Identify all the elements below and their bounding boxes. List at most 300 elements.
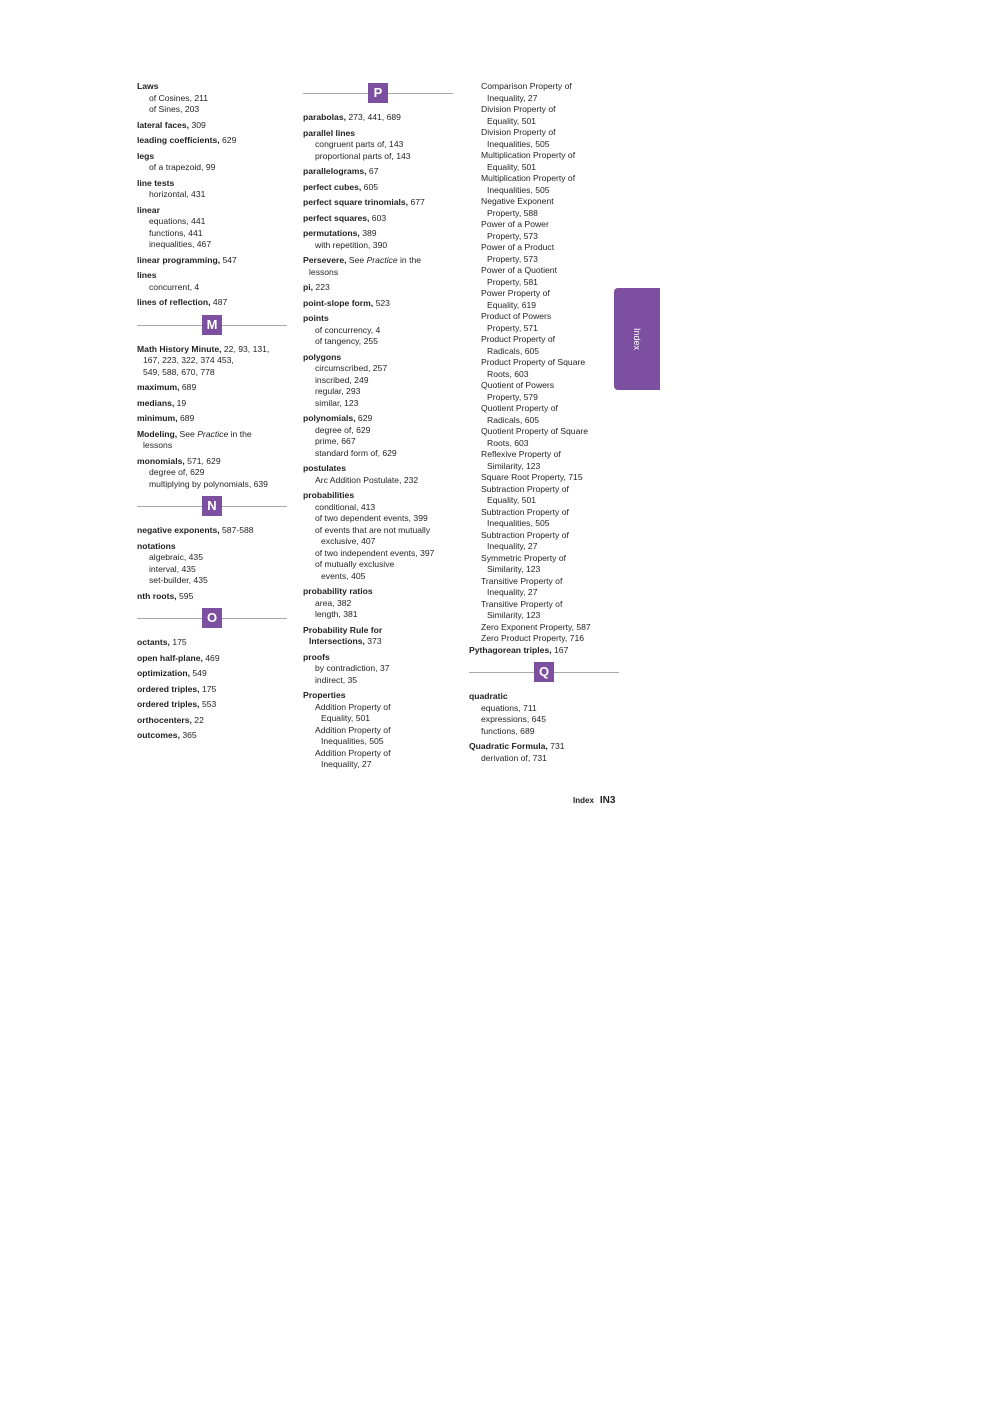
subentry-text: proportional parts of, 143: [315, 150, 411, 161]
index-subentry: [303, 663, 453, 675]
page-references: 175: [169, 637, 187, 647]
index-subentry: [469, 449, 619, 472]
term-label: monomials,: [137, 455, 185, 466]
index-subentry: [469, 150, 619, 173]
page-references: 629: [355, 413, 373, 423]
term-label: medians,: [137, 397, 175, 408]
index-subentry: [137, 189, 287, 201]
subentry-continuation: Equality, 501: [487, 115, 537, 126]
index-subentry: [303, 386, 453, 398]
cross-reference-suffix: in the: [397, 255, 422, 265]
page-references: 19: [174, 397, 187, 408]
index-term: [137, 120, 287, 132]
index-subentry: [303, 325, 453, 337]
page-references: 689: [179, 382, 197, 392]
index-term: [137, 653, 287, 665]
section-letter-badge: M: [202, 315, 222, 335]
subentry-text: Product Property of Square: [481, 357, 586, 367]
page-references: 553: [199, 699, 217, 709]
subentry-text: equations, 711: [481, 702, 537, 713]
index-term: [137, 699, 287, 711]
term-label: ordered triples,: [137, 683, 200, 694]
page-references: 175: [199, 683, 217, 694]
subentry-text: indirect, 35: [315, 674, 358, 685]
index-subentry: [303, 609, 453, 621]
term-label: point-slope form,: [303, 297, 374, 308]
index-subentry: [303, 513, 453, 525]
subentry-text: Division Property of: [481, 127, 556, 137]
index-column-3: [469, 81, 619, 768]
subentry-continuation: Inequalities, 505: [487, 138, 550, 149]
index-entry: [137, 525, 287, 537]
subentry-text: Reflexive Property of: [481, 449, 561, 459]
index-subentry: [469, 403, 619, 426]
term-label: pi,: [303, 282, 314, 292]
page-references: 67: [366, 166, 379, 176]
subentry-continuation: Equality, 501: [321, 713, 371, 723]
index-entry: [469, 741, 619, 764]
index-term: [137, 398, 287, 410]
index-subentry: [469, 633, 619, 645]
subentry-text: Zero Exponent Property, 587: [481, 621, 591, 632]
index-subentry: [137, 479, 287, 491]
subentry-continuation: Property, 571: [487, 322, 538, 333]
term-label: polynomials,: [303, 413, 356, 423]
index-entry: [137, 456, 287, 491]
page-references: 731: [547, 741, 565, 751]
subentry-continuation: Equality, 501: [487, 161, 537, 172]
index-side-tab[interactable]: [614, 288, 660, 390]
term-label: Modeling,: [137, 428, 178, 439]
index-entry: [137, 151, 287, 174]
index-entry: [137, 684, 287, 696]
term-label-continued: Intersections, 373: [309, 636, 382, 646]
index-term: [137, 178, 287, 190]
term-label: maximum,: [137, 382, 180, 392]
term-label: legs: [137, 150, 155, 161]
index-subentry: [303, 240, 453, 252]
index-term: [303, 166, 453, 178]
subentry-continuation: Similarity, 123: [487, 460, 541, 471]
index-entry: [137, 178, 287, 201]
term-continuation: lessons: [309, 266, 339, 277]
term-label: probabilities: [303, 490, 355, 500]
subentry-continuation: Inequality, 27: [487, 587, 538, 597]
subentry-text: area, 382: [315, 597, 352, 608]
index-term: [137, 151, 287, 163]
index-term: [303, 690, 453, 702]
index-subentry: [469, 265, 619, 288]
index-subentry: [469, 472, 619, 484]
page-references: 389: [359, 228, 377, 238]
index-subentry: [469, 196, 619, 219]
index-subentry: [303, 748, 453, 771]
term-label: Laws: [137, 81, 159, 91]
subentry-text: Square Root Property, 715: [481, 472, 583, 482]
subentry-text: Addition Property of: [315, 747, 391, 758]
footer-label: Index: [573, 796, 594, 805]
subentry-text: of tangency, 255: [315, 336, 378, 346]
index-entry: [303, 282, 453, 294]
subentry-text: Addition Property of: [315, 724, 391, 735]
index-entry: [137, 715, 287, 727]
index-term: [303, 112, 453, 124]
page-references: 167: [551, 644, 569, 655]
term-label: notations: [137, 540, 176, 551]
index-subentry: [469, 703, 619, 715]
index-term: [303, 182, 453, 194]
index-subentry: [303, 398, 453, 410]
subentry-text: of two independent events, 397: [315, 547, 435, 558]
subentry-text: prime, 667: [315, 436, 356, 446]
subentry-text: Symmetric Property of: [481, 552, 567, 563]
index-entry: [137, 344, 287, 379]
subentry-text: Power of a Power: [481, 219, 549, 229]
index-term: [303, 652, 453, 664]
index-subentry: [469, 380, 619, 403]
index-subentry: [303, 702, 453, 725]
index-term: [137, 135, 287, 147]
index-entry: [137, 382, 287, 394]
index-term: [303, 586, 453, 598]
cross-reference: Practice: [197, 428, 229, 439]
index-term: [303, 213, 453, 225]
subentry-text: circumscribed, 257: [315, 363, 388, 373]
subentry-text: Product Property of: [481, 334, 556, 344]
term-label: lines of reflection,: [137, 297, 211, 307]
index-term: [303, 352, 453, 364]
term-label: lines: [137, 270, 157, 280]
index-term: [137, 429, 287, 452]
subentry-text: Product of Powers: [481, 311, 552, 321]
index-entry: [303, 586, 453, 621]
index-term: [137, 715, 287, 727]
term-label: proofs: [303, 651, 330, 662]
page-references: 629: [219, 135, 237, 145]
term-label: nth roots,: [137, 590, 177, 601]
index-term: [469, 741, 619, 753]
index-entry: [137, 81, 287, 116]
page-references: 603: [369, 212, 387, 223]
term-label: parallel lines: [303, 127, 356, 138]
index-subentry: [469, 219, 619, 242]
term-label: probability ratios: [303, 586, 373, 596]
index-subentry: [303, 525, 453, 548]
subentry-continuation: Radicals, 605: [487, 414, 540, 425]
subentry-text: Power Property of: [481, 288, 550, 298]
index-term: [303, 228, 453, 240]
index-entry: [303, 112, 453, 124]
term-label: lateral faces,: [137, 119, 190, 130]
page-footer: [573, 795, 615, 806]
index-term: [303, 255, 453, 278]
index-entry: [303, 463, 453, 486]
term-label: perfect squares,: [303, 212, 370, 223]
index-subentry: [303, 425, 453, 437]
index-entry: [137, 653, 287, 665]
subentry-text: Transitive Property of: [481, 575, 563, 586]
term-label: open half-plane,: [137, 652, 203, 663]
index-term: [303, 282, 453, 294]
term-label: perfect cubes,: [303, 181, 362, 192]
subentry-continuation: Inequality, 27: [487, 541, 538, 551]
index-subentry: [303, 375, 453, 387]
cross-reference-suffix: in the: [228, 428, 252, 439]
term-label: leading coefficients,: [137, 135, 220, 145]
subentry-text: of events that are not mutually: [315, 524, 431, 535]
index-entry: [303, 228, 453, 251]
index-entry: [137, 699, 287, 711]
subentry-text: by contradiction, 37: [315, 663, 390, 673]
index-entry: [303, 128, 453, 163]
page-references: 365: [179, 730, 197, 740]
page-references: 309: [189, 119, 206, 130]
page-references: 373: [364, 636, 382, 646]
index-entry: [303, 298, 453, 310]
subentry-text: of concurrency, 4: [315, 324, 381, 335]
index-subentry: [469, 173, 619, 196]
term-label: quadratic: [469, 691, 508, 701]
section-letter-badge: O: [202, 608, 222, 628]
subentry-text: Multiplication Property of: [481, 150, 576, 160]
subentry-continuation: Radicals, 605: [487, 345, 540, 356]
index-subentry: [303, 139, 453, 151]
subentry-text: with repetition, 390: [315, 239, 388, 250]
index-term: [303, 625, 453, 648]
subentry-text: Subtraction Property of: [481, 529, 569, 540]
page-references: 22: [191, 714, 204, 725]
term-label: permutations,: [303, 228, 360, 238]
section-letter-badge: Q: [534, 662, 554, 682]
index-entry: [137, 120, 287, 132]
section-letter-badge: P: [368, 83, 388, 103]
index-subentry: [303, 436, 453, 448]
index-term: [137, 637, 287, 649]
index-entry: [137, 637, 287, 649]
cross-reference: Practice: [366, 255, 398, 265]
index-term: [303, 313, 453, 325]
subentry-text: inequalities, 467: [149, 239, 212, 249]
subentry-continuation: Similarity, 123: [487, 610, 541, 620]
index-subentry: [469, 334, 619, 357]
index-entry: [303, 313, 453, 348]
index-subentry: [303, 502, 453, 514]
index-subentry: [137, 564, 287, 576]
side-tab-label: Index: [632, 327, 642, 351]
index-entry: [137, 730, 287, 742]
index-term: [137, 382, 287, 394]
index-subentry: [303, 336, 453, 348]
index-subentry: [137, 162, 287, 174]
page-references: 469: [202, 652, 220, 663]
page-references: 587-588: [219, 525, 254, 535]
subentry-text: Power of a Quotient: [481, 265, 557, 275]
term-label: parallelograms,: [303, 166, 367, 176]
index-subentry: [303, 548, 453, 560]
subentry-text: horizontal, 431: [149, 189, 206, 199]
subentry-continuation: Property, 579: [487, 391, 538, 402]
term-label: ordered triples,: [137, 699, 200, 709]
subentry-continuation: Equality, 501: [487, 495, 537, 505]
page-references: 605: [361, 181, 379, 192]
index-term: [137, 344, 287, 379]
index-subentry: [303, 598, 453, 610]
subentry-text: Zero Product Property, 716: [481, 633, 585, 643]
subentry-continuation: Property, 573: [487, 230, 538, 241]
subentry-text: expressions, 645: [481, 714, 546, 724]
page-references: 273, 441, 689: [346, 112, 401, 122]
index-term: [137, 270, 287, 282]
index-entry: [137, 297, 287, 309]
index-subentry: [469, 530, 619, 553]
term-label: outcomes,: [137, 730, 180, 740]
subentry-text: of Cosines, 211: [149, 92, 209, 103]
index-subentry: [303, 725, 453, 748]
index-entry: [303, 255, 453, 278]
subentry-text: multiplying by polynomials, 639: [149, 478, 268, 489]
subentry-text: Multiplication Property of: [481, 173, 576, 183]
index-entry: [469, 81, 619, 645]
subentry-text: algebraic, 435: [149, 552, 203, 562]
index-subentry: [469, 753, 619, 765]
section-divider-n: [137, 496, 287, 517]
term-label: parabolas,: [303, 112, 346, 122]
subentry-text: congruent parts of, 143: [315, 139, 404, 149]
subentry-text: Quotient Property of Square: [481, 426, 589, 436]
subentry-text: Subtraction Property of: [481, 483, 569, 494]
subentry-text: equations, 441: [149, 216, 206, 226]
index-subentry: [469, 357, 619, 380]
index-subentry: [469, 714, 619, 726]
page-references: 689: [177, 413, 195, 423]
page-references: 523: [373, 297, 390, 308]
subentry-text: of two dependent events, 399: [315, 513, 428, 523]
index-entry: [469, 645, 619, 657]
term-label: Probability Rule for: [303, 624, 383, 635]
subentry-continuation: Inequality, 27: [487, 92, 538, 103]
subentry-text: concurrent, 4: [149, 281, 200, 292]
term-label: linear: [137, 204, 160, 215]
subentry-text: length, 381: [315, 609, 358, 619]
index-term: [469, 645, 619, 657]
index-term: [303, 128, 453, 140]
subentry-text: Arc Addition Postulate, 232: [315, 474, 419, 485]
index-entry: [137, 541, 287, 587]
index-subentry: [303, 151, 453, 163]
subentry-text: regular, 293: [315, 386, 361, 396]
term-label: negative exponents,: [137, 525, 220, 535]
index-subentry: [137, 239, 287, 251]
index-entry: [137, 270, 287, 293]
index-subentry: [137, 104, 287, 116]
subentry-text: Negative Exponent: [481, 196, 554, 206]
index-entry: [303, 652, 453, 687]
subentry-continuation: Property, 588: [487, 207, 538, 218]
term-label: perfect square trinomials,: [303, 197, 409, 207]
term-label: Pythagorean triples,: [469, 644, 552, 655]
index-term: [137, 730, 287, 742]
index-subentry: [137, 552, 287, 564]
index-subentry: [137, 228, 287, 240]
index-entry: [137, 135, 287, 147]
term-label: points: [303, 313, 329, 323]
index-entry: [303, 690, 453, 771]
term-label: postulates: [303, 463, 346, 473]
index-term: [303, 298, 453, 310]
subentry-text: degree of, 629: [315, 424, 371, 435]
index-term: [137, 591, 287, 603]
index-term: [137, 81, 287, 93]
term-label: Math History Minute,: [137, 343, 222, 354]
subentry-text: conditional, 413: [315, 501, 376, 512]
subentry-text: derivation of, 731: [481, 752, 547, 763]
subentry-text: Quotient of Powers: [481, 380, 555, 390]
subentry-continuation: Roots, 603: [487, 368, 529, 379]
index-entry: [137, 429, 287, 452]
subentry-continuation: Property, 581: [487, 276, 538, 287]
subentry-text: of mutually exclusive: [315, 559, 395, 569]
subentry-text: interval, 435: [149, 563, 196, 574]
index-entry: [303, 413, 453, 459]
index-term: [137, 255, 287, 267]
index-subentry: [469, 553, 619, 576]
index-term: [303, 197, 453, 209]
index-subentry: [303, 675, 453, 687]
page-references: 549: [190, 668, 207, 678]
index-subentry: [469, 576, 619, 599]
index-column-1: [137, 81, 287, 746]
page-references: 547: [220, 254, 237, 265]
index-term: [303, 490, 453, 502]
index-column-2: [303, 81, 453, 775]
subentry-continuation: Inequalities, 505: [487, 184, 550, 195]
index-subentry: [469, 599, 619, 622]
index-subentry: [137, 216, 287, 228]
section-divider-o: [137, 608, 287, 629]
index-term: [137, 684, 287, 696]
index-subentry: [469, 127, 619, 150]
index-term: [137, 456, 287, 468]
index-subentry: [469, 311, 619, 334]
term-label: minimum,: [137, 413, 178, 423]
subentry-text: of Sines, 203: [149, 104, 200, 114]
section-divider-m: [137, 315, 287, 336]
index-subentry: [469, 622, 619, 634]
index-subentry: [303, 475, 453, 487]
subentry-continuation: Inequalities, 505: [487, 518, 550, 528]
index-entry: [303, 213, 453, 225]
subentry-text: standard form of, 629: [315, 447, 397, 458]
term-label: polygons: [303, 351, 342, 362]
index-subentry: [137, 282, 287, 294]
index-subentry: [469, 484, 619, 507]
subentry-text: Comparison Property of: [481, 81, 572, 91]
term-continuation: 549, 588, 670, 778: [143, 366, 215, 377]
subentry-text: Addition Property of: [315, 701, 391, 712]
subentry-continuation: Similarity, 123: [487, 564, 541, 574]
subentry-continuation: exclusive, 407: [321, 536, 376, 546]
index-term: [137, 297, 287, 309]
term-continuation: lessons: [143, 440, 173, 450]
index-subentry: [469, 726, 619, 738]
subentry-text: Power of a Product: [481, 242, 555, 252]
subentry-continuation: Roots, 603: [487, 437, 529, 448]
index-entry: [303, 625, 453, 648]
subentry-text: Division Property of: [481, 104, 556, 114]
index-subentry: [137, 467, 287, 479]
term-label: octants,: [137, 637, 170, 647]
section-divider-q: [469, 662, 619, 683]
